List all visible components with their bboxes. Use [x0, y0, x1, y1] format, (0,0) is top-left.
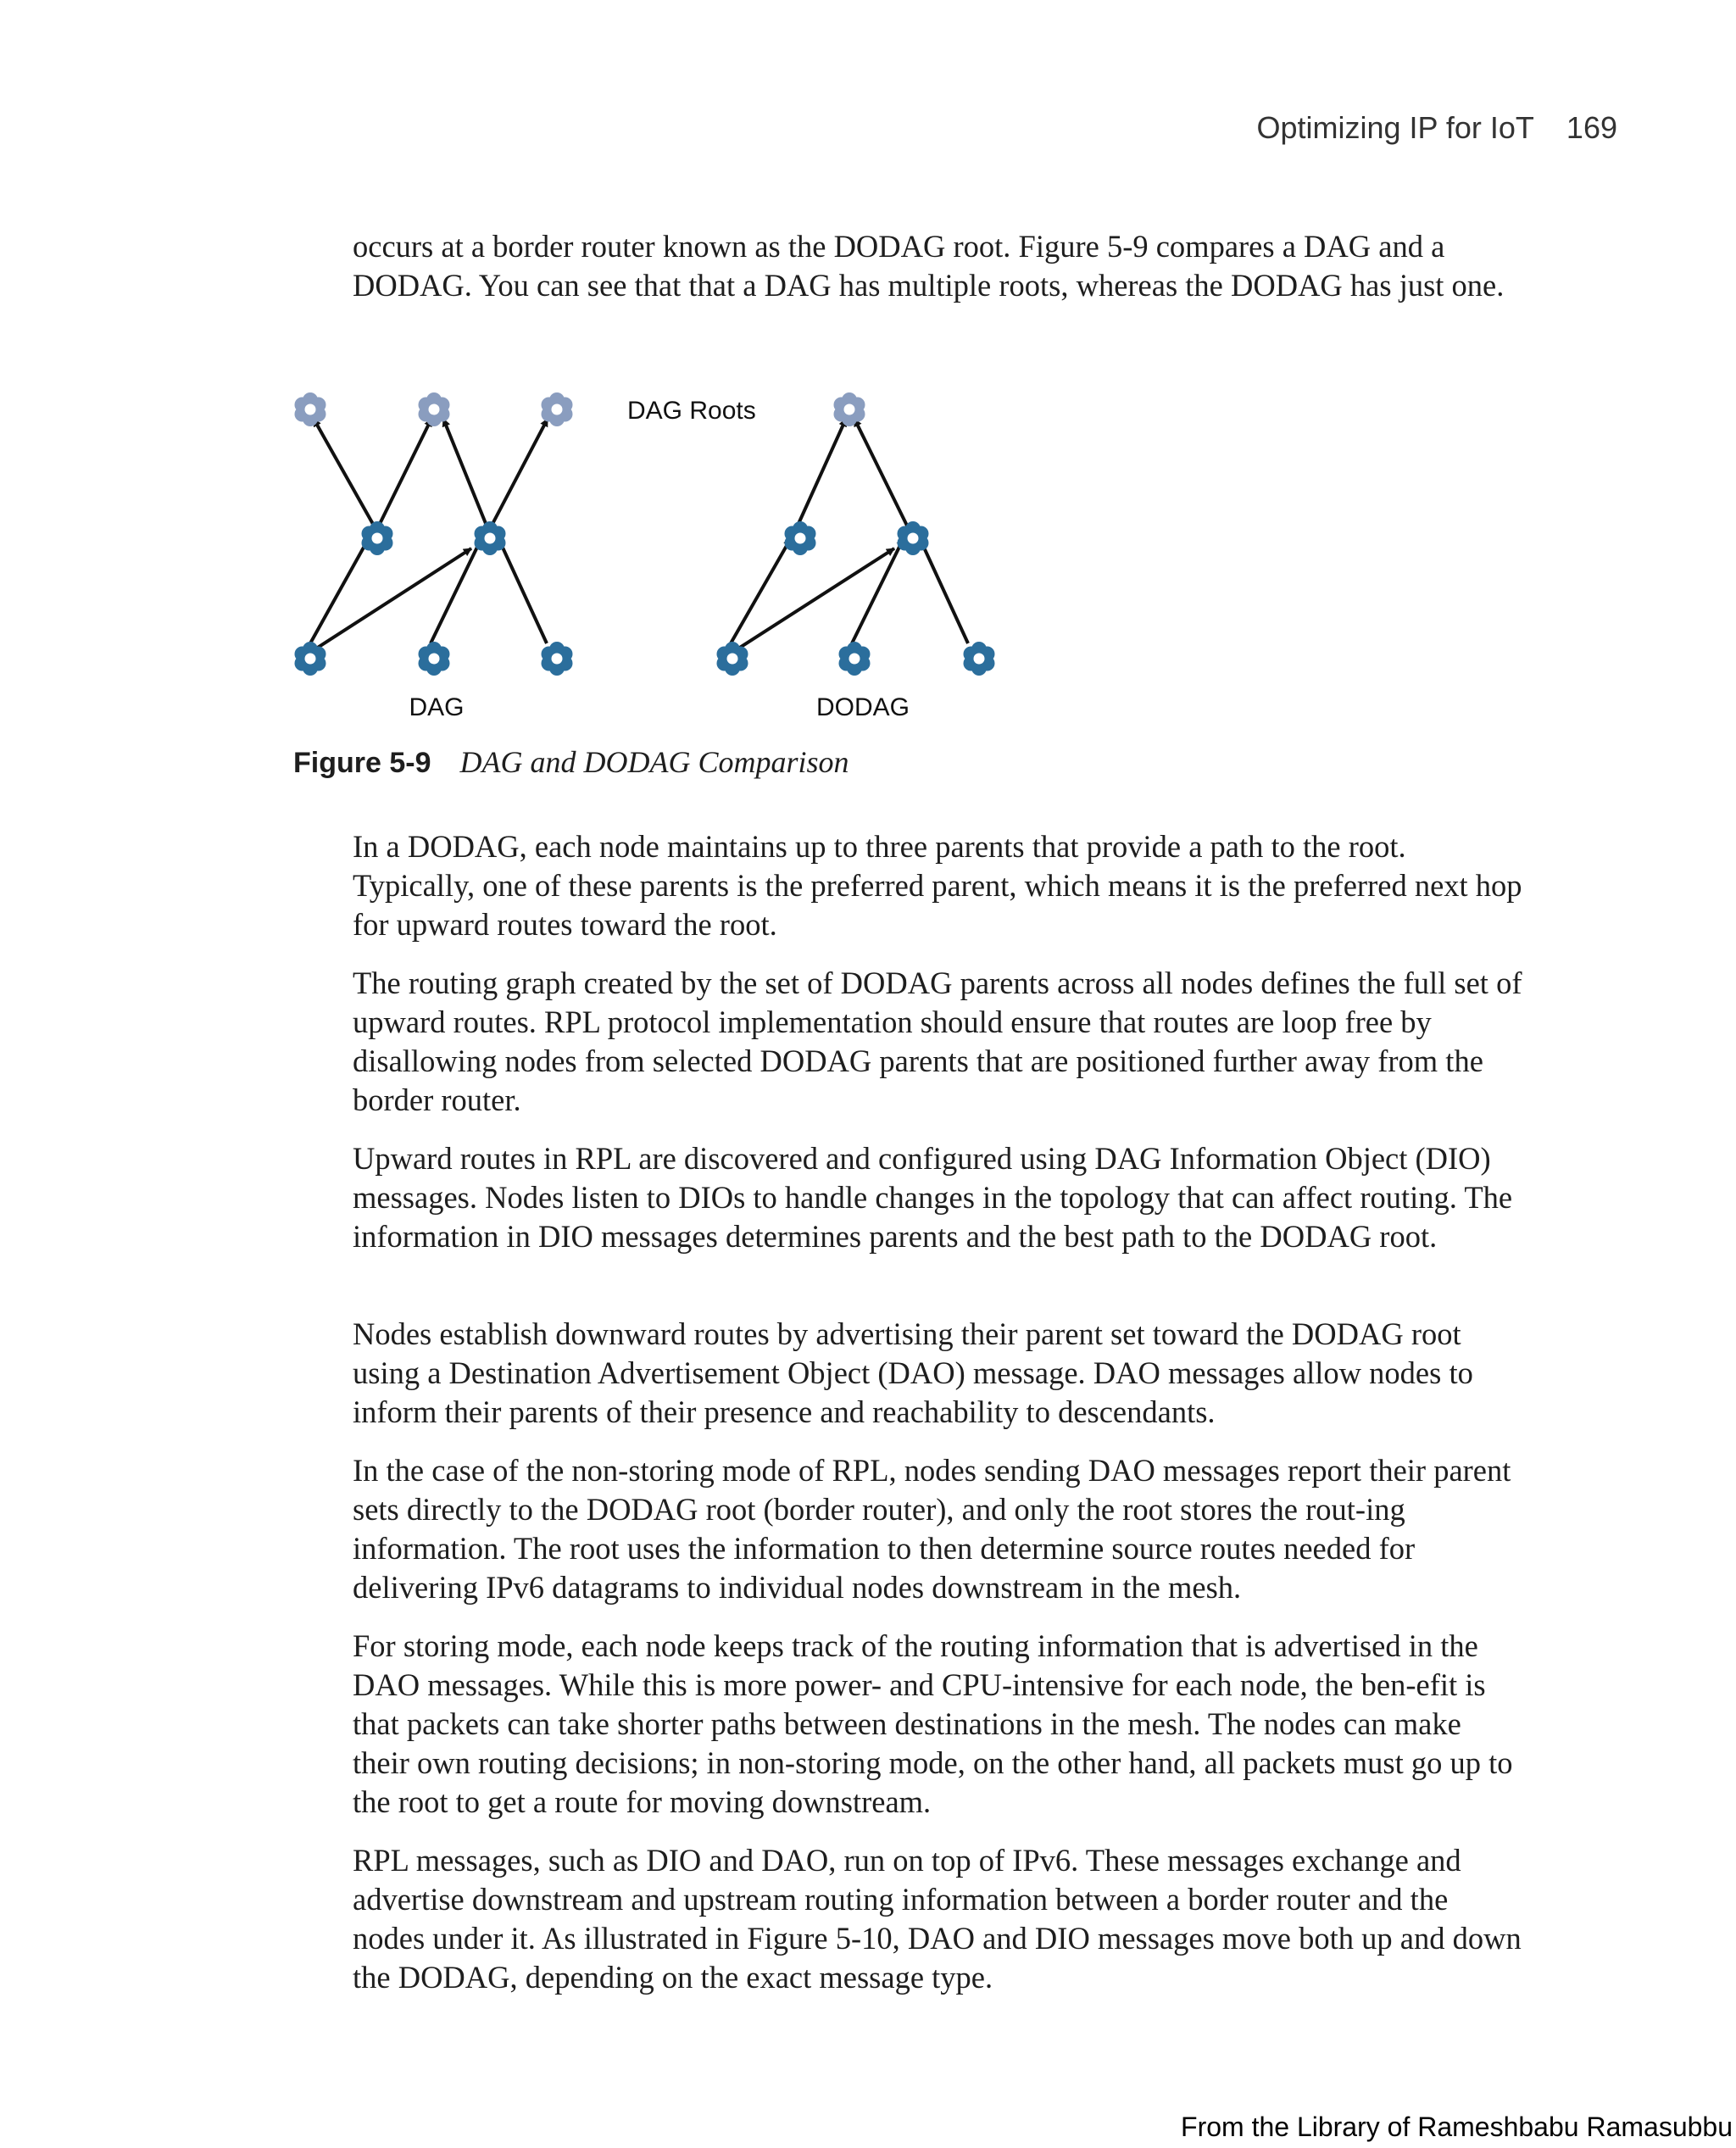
figure-caption: [293, 744, 849, 780]
dodag-node: [785, 521, 816, 555]
library-footer: From the Library of Rameshbabu Ramasubbu: [1181, 2112, 1733, 2142]
dodag-label: DODAG: [815, 693, 910, 721]
page-number: 169: [1566, 110, 1617, 145]
dodag-root-node: [834, 392, 865, 426]
dag-node: [362, 521, 393, 555]
figure-edges: [310, 419, 968, 650]
body-paragraph: For storing mode, each node keeps track of the routing information that is advertised in the DAO messages. While this is more power- and CPU-intensive for each node, the ben-efit is that packets can take shorter paths between destinations in the mesh. The nodes can make their own routing decisions; in non-storing mode, on the other hand, all packets must go up to the root to get a route for moving downstream.: [353, 1628, 1513, 1819]
dag-roots-label: DAG Roots: [627, 397, 756, 425]
dodag-edge: [731, 538, 791, 643]
figure-number: Figure 5-9: [293, 747, 431, 779]
dodag-leaf-node: [964, 642, 995, 676]
running-head: [1256, 110, 1617, 146]
dodag-edge: [920, 538, 968, 643]
dag-leaf-node: [419, 642, 450, 676]
body-paragraph: Upward routes in RPL are discovered and configured using DAG Information Object (DIO) messages. Nodes listen to DIOs to handle changes in the topology that can affect routing. The information in DIO messages determines parents and the best path to the DODAG root.: [353, 1141, 1513, 1254]
dag-root-node: [295, 392, 326, 426]
dag-edge: [498, 538, 547, 643]
dag-label: DAG: [409, 693, 465, 721]
body-paragraph: In a DODAG, each node maintains up to three parents that provide a path to the root. Typically, one of these parents is the preferred parent, which means it is the preferred next hop for upward routes toward the root.: [353, 829, 1522, 942]
dodag-edge: [736, 548, 894, 650]
dag-edge: [310, 538, 369, 643]
dodag-leaf-node: [839, 642, 871, 676]
dag-edge: [379, 419, 431, 526]
body-paragraph: Nodes establish downward routes by advertising their parent set toward the DODAG root using a Destination Advertisement Object (DAO) message. DAO messages allow nodes to inform their parents of their presence and reachability to descendants.: [353, 1316, 1473, 1429]
dag-edge: [431, 538, 481, 643]
dag-dodag-figure: [288, 386, 1017, 733]
section-title: Optimizing IP for IoT: [1256, 110, 1534, 145]
intro-paragraph: occurs at a border router known as the DODAG root. Figure 5-9 compares a DAG and a DODAG. You can see that that a DAG has multiple roots, whereas the DODAG has just one.: [353, 229, 1505, 303]
dag-node: [475, 521, 506, 555]
body-paragraph: In the case of the non-storing mode of RPL, nodes sending DAO messages report their parent sets directly to the DODAG root (border router), and only the root stores the rout-ing information. The root uses the information to then determine source routes needed for delivering IPv6 datagrams to individual nodes downstream in the mesh.: [353, 1453, 1511, 1605]
body-paragraph: The routing graph created by the set of DODAG parents across all nodes defines the full set of upward routes. RPL protocol implementation should ensure that routes are loop free by disallowing nodes from selected DODAG parents that are positioned further away from the border router.: [353, 965, 1522, 1117]
dag-edge: [492, 419, 548, 526]
dodag-edge: [852, 538, 904, 643]
dag-leaf-node: [542, 642, 573, 676]
body-paragraph: RPL messages, such as DIO and DAO, run on top of IPv6. These messages exchange and advertise downstream and upstream routing information between a border router and the nodes under it. As illustrated in Figure 5-10, DAO and DIO messages move both up and down the DODAG, depending on the exact message type.: [353, 1843, 1522, 1995]
dag-edge: [314, 548, 471, 650]
figure-title: DAG and DODAG Comparison: [459, 745, 849, 779]
dag-edge: [443, 419, 487, 526]
dodag-edge: [798, 419, 846, 526]
dag-edge: [314, 419, 374, 526]
dodag-edge: [854, 419, 907, 526]
